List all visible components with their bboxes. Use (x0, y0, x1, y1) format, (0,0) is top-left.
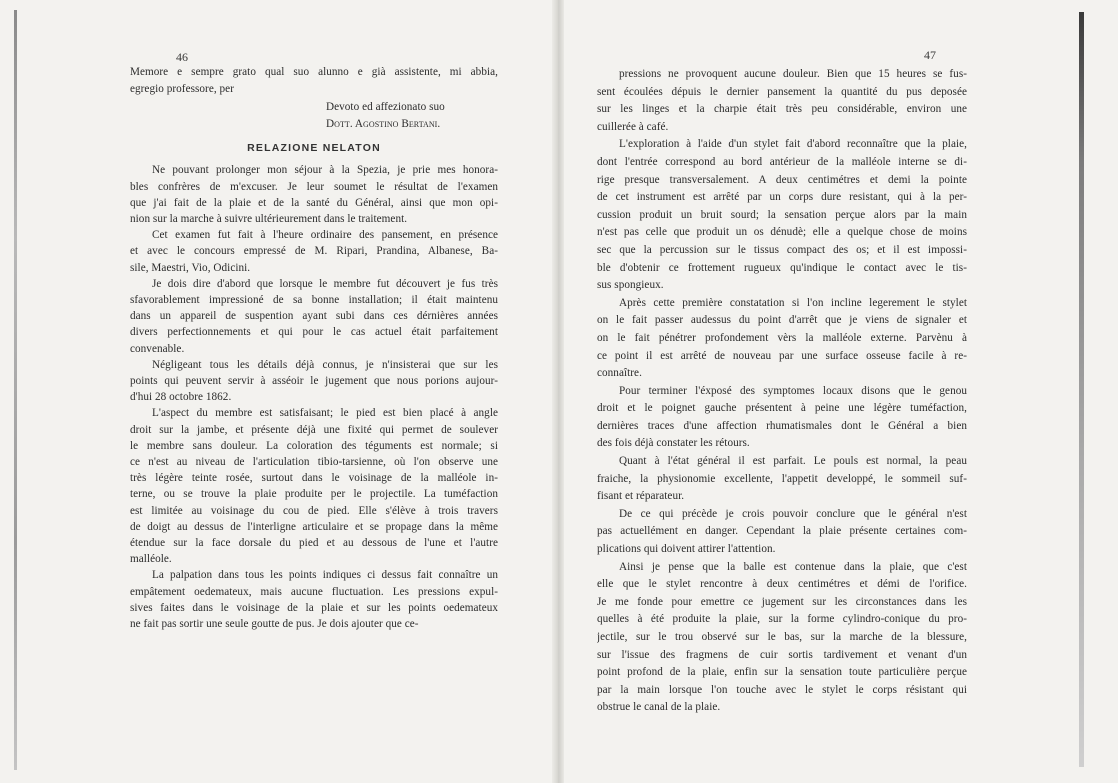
text-line: dernières traces d'une affection rhumatismales dont le Général a bien (597, 419, 967, 432)
paragraph (130, 162, 498, 227)
text-line: fraiche, la physionomie excellente, l'appetit developpé, le sommeil suf- (597, 472, 967, 485)
text-line: ble d'obtenir ce frottement rugueux qu'indique le contact avec le tis- (597, 261, 967, 274)
text-line: étendue sur la face dorsale du pied et au dessous de l'une et l'autre (130, 537, 498, 550)
text-line: que j'ai fait de la plaie et de la santé du Général, ainsi que mon opi- (130, 196, 498, 209)
text-line: droit et le poignet gauche présentent à peine une légère tuméfaction, (597, 402, 967, 415)
text-line: on le fait pénétrer profondement vèrs la malléole externe. Parvènu à (597, 331, 967, 344)
text-line: n'est pas celle que produit un os dénudè; elle a quelque chose de moins (597, 226, 967, 239)
text-line: ce n'est au niveau de l'articulation tibio-tarsienne, où l'on observe une (130, 456, 498, 469)
text-line: Cet examen fut fait à l'heure ordinaire des pansement, en présence (152, 229, 498, 242)
book-gutter (552, 0, 564, 783)
text-line: bles confrères de m'excuser. Je leur soumet le résultat de l'examen (130, 180, 498, 193)
text-line: et avec le concours empressé de M. Ripari, Prandina, Albanese, Ba- (130, 245, 498, 258)
text-line: terne, ou se trouve la plaie produite per le projectile. La tuméfaction (130, 488, 498, 501)
text-line: divers perfectionnements et qui pour le cas actuel était parfaitement (130, 326, 498, 339)
text-line: cuillerée à café. (597, 120, 669, 133)
paragraph (130, 276, 498, 357)
text-line: empâtement oedemateux, mais aucune fluctuation. Les pressions expul- (130, 585, 498, 598)
paragraph (130, 227, 498, 276)
paragraph (597, 295, 967, 383)
text-line: obstrue le canal de la plaie. (597, 701, 721, 714)
left-page-edge (14, 10, 17, 770)
text-line: jectile, sur le trou observé sur le bas, sur la marche de la blessure, (597, 631, 967, 643)
text-line: des fois déjà constater les rétours. (597, 437, 750, 450)
text-line: elle que le stylet rencontre à deux centimétres et démi de l'orifice. (597, 578, 967, 591)
text-line: le membre sans douleur. La coloration des téguments est normale; si (130, 439, 498, 452)
signature (130, 99, 498, 132)
intro-paragraph (130, 64, 498, 97)
text-line: Je me fonde pour emettre ce jugement sur les circonstances dans les (597, 595, 967, 608)
left-page-text (130, 64, 498, 632)
text-line: droit sur la jambe, et présente déjà une fixité qui permet de soulever (130, 423, 498, 436)
text-line: dont l'entrée correspond au bord antérieur de la malléole interne se di- (597, 155, 967, 168)
text-line: convenable. (130, 342, 185, 355)
text-line: point profond de la plaie, enfin sur la sensation toute particulière perçue (597, 666, 967, 679)
text-line: ce point il est arrêté de nouveau par une surface osseuse facile à re- (597, 349, 967, 362)
signature-line: Dott. Agostino Bertani. (326, 117, 441, 130)
paragraph (597, 136, 967, 294)
text-line: rige presque transversalement. A deux centimétres et demi la pointe (597, 173, 967, 186)
text-line: sives faites dans le voisinage de la plaie et sur les points oedemateux (130, 601, 498, 614)
text-line: sec que la percussion sur le tissus compact des os; et il est impossi- (597, 243, 967, 256)
text-line: Memore e sempre grato qual suo alunno e già assistente, mi abbia, (130, 66, 498, 78)
text-line: egregio professore, per (130, 82, 234, 95)
text-line: Quant à l'état général il est parfait. Le pouls est normal, la peau (619, 455, 967, 468)
text-line: pressions ne provoquent aucune douleur. Bien que 15 heures se fus- (619, 68, 967, 80)
text-line: La palpation dans tous les points indiques ci dessus fait connaître un (152, 569, 498, 582)
page-number-left: 46 (176, 50, 188, 64)
text-line: sur les linges et la charpie était très peu considérable, environ une (597, 103, 967, 116)
text-line: fisant et réparateur. (597, 490, 685, 503)
text-line: L'aspect du membre est satisfaisant; le pied est bien placé à angle (152, 407, 498, 420)
section-heading: RELAZIONE NELATON (247, 142, 381, 155)
left-body (130, 162, 498, 632)
right-page-edge (1079, 12, 1084, 767)
text-line: de doigt au dessus de l'interligne articulaire et se propage dans la même (130, 520, 498, 533)
text-line: Ne pouvant prolonger mon séjour à la Spezia, je prie mes honora- (152, 164, 498, 177)
paragraph (597, 66, 967, 136)
text-line: malléole. (130, 553, 172, 566)
signature-line: Devoto ed affezionato suo (326, 101, 445, 114)
paragraph (597, 383, 967, 453)
text-line: pas actuellément en danger. Cependant la plaie présente certaines com- (597, 525, 967, 538)
text-line: plications qui doivent attirer l'attention. (597, 543, 776, 556)
text-line: nion sur la marche à suivre ultérieurement dans le traitement. (130, 212, 408, 225)
text-line: points qui peuvent servir à asséoir le jugement que nous porions aujour- (130, 375, 498, 388)
text-line: sfavorablement impressioné de sa bonne installation; il était maintenu (130, 294, 498, 306)
text-line: sent écoulées dépuis le dernier pansement la quantité du pus deposée (597, 85, 967, 98)
text-line: Pour terminer l'éxposé des symptomes locaux disons que le genou (619, 384, 967, 397)
text-line: Après cette première constatation si l'on incline legerement le stylet (619, 296, 967, 309)
text-line: on le fait passer audessus du point d'arrêt que je viens de signaler et (597, 314, 967, 327)
paragraph (597, 453, 967, 506)
text-line: dans un appareil de suspention ayant subi dans ces dérnières années (130, 310, 498, 323)
text-line: De ce qui précède je crois pouvoir conclure que le général n'est (619, 507, 967, 520)
text-line: sus spongieux. (597, 279, 664, 292)
paragraph (597, 559, 967, 717)
text-line: très légère teinte rosée, surtout dans le voisinage de la malléole in- (130, 472, 498, 485)
text-line: sile, Maestri, Vio, Odicini. (130, 261, 251, 274)
text-line: connaître. (597, 367, 642, 380)
text-line: cussion produit un bruit sourd; la sensation perçue alors par la main (597, 208, 967, 221)
text-line: ne fait pas sortir une seule goutte de pus. Je dois ajouter que ce- (130, 618, 419, 631)
right-page-text (597, 66, 967, 717)
text-line: sur l'issue des fragmens de cuir sortis tardivement et venant d'un (597, 648, 967, 661)
page-number-right: 47 (924, 48, 936, 62)
text-line: quelles à été produite la plaie, sur la forme cylindro-conique du pro- (597, 613, 967, 626)
text-line: d'hui 28 octobre 1862. (130, 391, 232, 404)
text-line: de cet instrument est arrêté par un corps dure resistant, qui à la per- (597, 191, 967, 204)
text-line: par la main lorsque l'on touche avec le stylet le corps résistant qui (597, 683, 967, 696)
text-line: Négligeant tous les détails déjà connus, je n'insisterai que sur les (152, 358, 498, 371)
text-line: L'exploration à l'aide d'un stylet fait d'abord reconnaître que la plaie, (619, 138, 967, 151)
text-line: Ainsi je pense que la balle est contenue dans la plaie, que c'est (619, 560, 967, 573)
paragraph (130, 357, 498, 406)
paragraph (130, 405, 498, 567)
paragraph (597, 506, 967, 559)
text-line: Je dois dire d'abord que lorsque le membre fut découvert je fus très (152, 277, 498, 290)
text-line: est limitée au voisinage du cou de pied. Elle s'élève à trois travers (130, 504, 498, 517)
paragraph (130, 567, 498, 632)
